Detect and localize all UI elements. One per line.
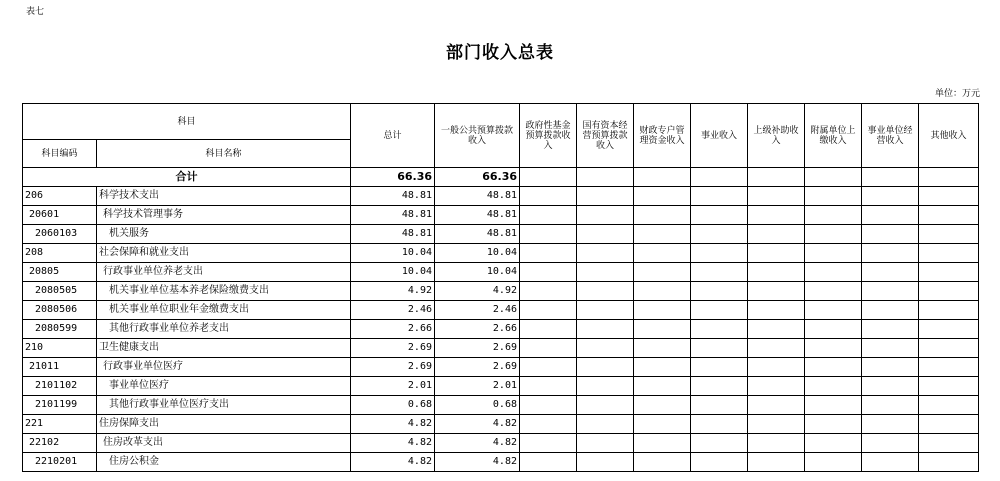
row-code: 2080505	[23, 282, 97, 301]
row-name: 住房保障支出	[97, 415, 351, 434]
row-total: 4.82	[351, 415, 435, 434]
col-header: 国有资本经营预算拨款收入	[577, 104, 634, 168]
row-code: 20805	[23, 263, 97, 282]
row-total: 10.04	[351, 263, 435, 282]
row-name: 事业单位医疗	[97, 377, 351, 396]
row-general: 2.69	[435, 339, 520, 358]
row-general: 4.82	[435, 415, 520, 434]
name-header: 科目名称	[97, 140, 351, 168]
row-code: 20601	[23, 206, 97, 225]
row-name: 其他行政事业单位养老支出	[97, 320, 351, 339]
table-row	[23, 206, 979, 225]
row-code: 206	[23, 187, 97, 206]
row-name: 机关服务	[97, 225, 351, 244]
col-header: 事业收入	[691, 104, 748, 168]
row-name: 其他行政事业单位医疗支出	[97, 396, 351, 415]
row-code: 2060103	[23, 225, 97, 244]
table-row	[23, 301, 979, 320]
row-name: 住房公积金	[97, 453, 351, 472]
row-code: 2080599	[23, 320, 97, 339]
row-total: 2.01	[351, 377, 435, 396]
row-total: 4.82	[351, 434, 435, 453]
row-name: 住房改革支出	[97, 434, 351, 453]
row-total: 0.68	[351, 396, 435, 415]
col-header: 总计	[351, 104, 435, 168]
row-code: 2210201	[23, 453, 97, 472]
total-value: 66.36	[351, 168, 435, 187]
row-total: 10.04	[351, 244, 435, 263]
row-general: 0.68	[435, 396, 520, 415]
row-general: 2.66	[435, 320, 520, 339]
table-row	[23, 320, 979, 339]
col-header: 一般公共预算拨款收入	[435, 104, 520, 168]
total-row	[23, 168, 979, 187]
row-code: 2080506	[23, 301, 97, 320]
col-header: 事业单位经营收入	[862, 104, 919, 168]
code-header: 科目编码	[23, 140, 97, 168]
page-title: 部门收入总表	[446, 43, 554, 63]
row-name: 行政事业单位养老支出	[97, 263, 351, 282]
row-code: 22102	[23, 434, 97, 453]
table-row	[23, 339, 979, 358]
table-row	[23, 358, 979, 377]
row-general: 4.82	[435, 434, 520, 453]
row-total: 48.81	[351, 187, 435, 206]
income-table	[22, 103, 979, 472]
row-name: 行政事业单位医疗	[97, 358, 351, 377]
row-general: 10.04	[435, 244, 520, 263]
row-total: 4.82	[351, 453, 435, 472]
row-general: 4.82	[435, 453, 520, 472]
table-row	[23, 415, 979, 434]
row-general: 4.92	[435, 282, 520, 301]
table-row	[23, 263, 979, 282]
col-header: 上级补助收入	[748, 104, 805, 168]
row-general: 48.81	[435, 206, 520, 225]
row-name: 社会保障和就业支出	[97, 244, 351, 263]
table-row	[23, 453, 979, 472]
table-row	[23, 225, 979, 244]
row-general: 48.81	[435, 187, 520, 206]
table-row	[23, 282, 979, 301]
col-header: 财政专户管理资金收入	[634, 104, 691, 168]
table-row	[23, 244, 979, 263]
row-code: 208	[23, 244, 97, 263]
row-general: 2.46	[435, 301, 520, 320]
unit-label: 单位：万元	[934, 89, 980, 99]
row-general: 2.69	[435, 358, 520, 377]
row-code: 2101102	[23, 377, 97, 396]
col-header: 其他收入	[919, 104, 979, 168]
row-total: 2.69	[351, 358, 435, 377]
table-label: 表七	[26, 7, 45, 17]
row-code: 221	[23, 415, 97, 434]
table-row	[23, 396, 979, 415]
row-total: 4.92	[351, 282, 435, 301]
row-general: 2.01	[435, 377, 520, 396]
row-code: 2101199	[23, 396, 97, 415]
row-total: 2.69	[351, 339, 435, 358]
col-header: 附属单位上缴收入	[805, 104, 862, 168]
row-name: 科学技术支出	[97, 187, 351, 206]
col-header: 政府性基金预算拨款收入	[520, 104, 577, 168]
row-name: 机关事业单位基本养老保险缴费支出	[97, 282, 351, 301]
subject-header: 科目	[23, 104, 351, 140]
row-total: 2.66	[351, 320, 435, 339]
row-total: 2.46	[351, 301, 435, 320]
table-row	[23, 434, 979, 453]
row-name: 机关事业单位职业年金缴费支出	[97, 301, 351, 320]
table-row	[23, 377, 979, 396]
row-code: 210	[23, 339, 97, 358]
row-total: 48.81	[351, 206, 435, 225]
row-total: 48.81	[351, 225, 435, 244]
total-general: 66.36	[435, 168, 520, 187]
row-general: 48.81	[435, 225, 520, 244]
row-name: 卫生健康支出	[97, 339, 351, 358]
total-label: 合计	[23, 168, 351, 187]
row-name: 科学技术管理事务	[97, 206, 351, 225]
row-code: 21011	[23, 358, 97, 377]
table-row	[23, 187, 979, 206]
row-general: 10.04	[435, 263, 520, 282]
